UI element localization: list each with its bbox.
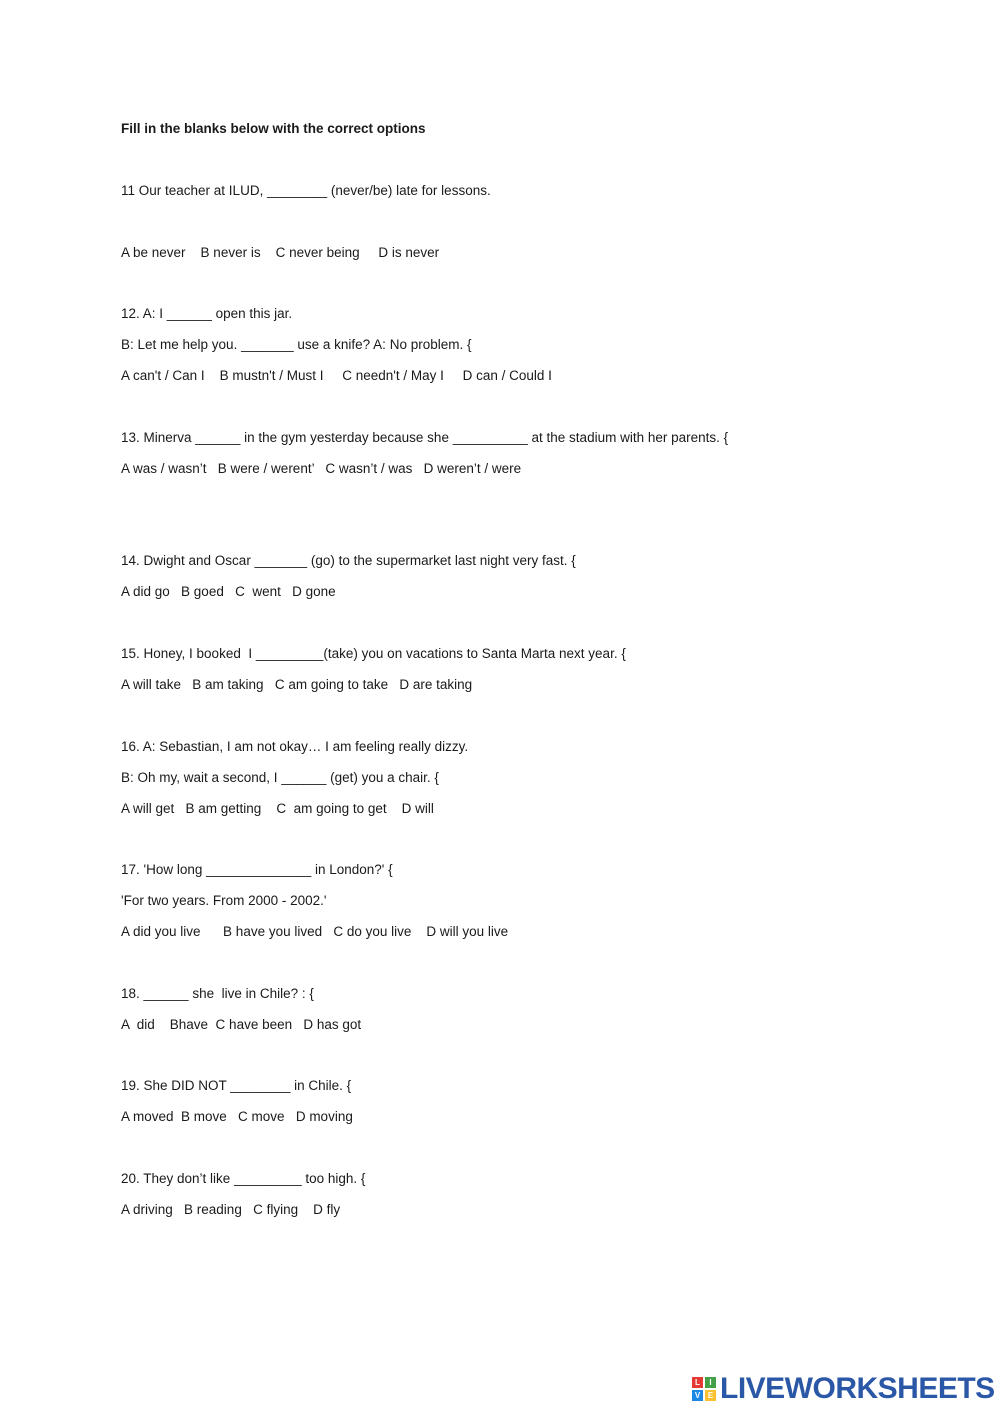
question-16-text: 16. A: Sebastian, I am not okay… I am feeling really dizzy.	[121, 739, 469, 754]
liveworksheets-logo[interactable]	[692, 1372, 995, 1406]
question-17-options: A did you live B have you lived C do you live D will you live	[121, 924, 509, 939]
question-12-text: 12. A: I ______ open this jar.	[121, 306, 293, 321]
question-18-text: 18. ______ she live in Chile? : {	[121, 986, 314, 1001]
question-19-options: A moved B move C move D moving	[121, 1109, 353, 1124]
logo-icon-letter-v: V	[692, 1390, 703, 1401]
question-14-options: A did go B goed C went D gone	[121, 584, 336, 599]
question-13-text: 13. Minerva ______ in the gym yesterday because she __________ at the stadium with her parents. {	[121, 430, 729, 445]
question-14-text: 14. Dwight and Oscar _______ (go) to the supermarket last night very fast. {	[121, 553, 576, 568]
question-15-options: A will take B am taking C am going to take D are taking	[121, 677, 473, 692]
liveworksheets-logo-text: LIVEWORKSHEETS	[720, 1372, 995, 1405]
question-16-text-2: B: Oh my, wait a second, I ______ (get) you a chair. {	[121, 770, 439, 785]
question-13-options: A was / wasn’t B were / werent’ C wasn’t / was D weren’t / were	[121, 461, 522, 476]
logo-icon-letter-e: E	[705, 1390, 716, 1401]
liveworksheets-logo-icon	[692, 1377, 716, 1401]
question-11-text: 11 Our teacher at ILUD, ________ (never/be) late for lessons.	[121, 183, 491, 198]
question-16-options: A will get B am getting C am going to get D will	[121, 801, 434, 816]
logo-icon-letter-i: I	[705, 1377, 716, 1388]
question-12-text-2: B: Let me help you. _______ use a knife? A: No problem. {	[121, 337, 472, 352]
question-17-text: 17. 'How long ______________ in London?' {	[121, 862, 393, 877]
question-20-options: A driving B reading C flying D fly	[121, 1202, 341, 1217]
instructions-heading: Fill in the blanks below with the correct options	[121, 121, 426, 136]
question-17-text-2: 'For two years. From 2000 - 2002.'	[121, 893, 327, 908]
question-20-text: 20. They don’t like _________ too high. {	[121, 1171, 366, 1186]
logo-icon-letter-l: L	[692, 1377, 703, 1388]
question-11-options: A be never B never is C never being D is never	[121, 245, 440, 260]
question-15-text: 15. Honey, I booked I _________(take) you on vacations to Santa Marta next year. {	[121, 646, 626, 661]
question-19-text: 19. She DID NOT ________ in Chile. {	[121, 1078, 352, 1093]
question-18-options: A did Bhave C have been D has got	[121, 1017, 362, 1032]
question-12-options: A can't / Can I B mustn't / Must I C needn't / May I D can / Could I	[121, 368, 552, 383]
